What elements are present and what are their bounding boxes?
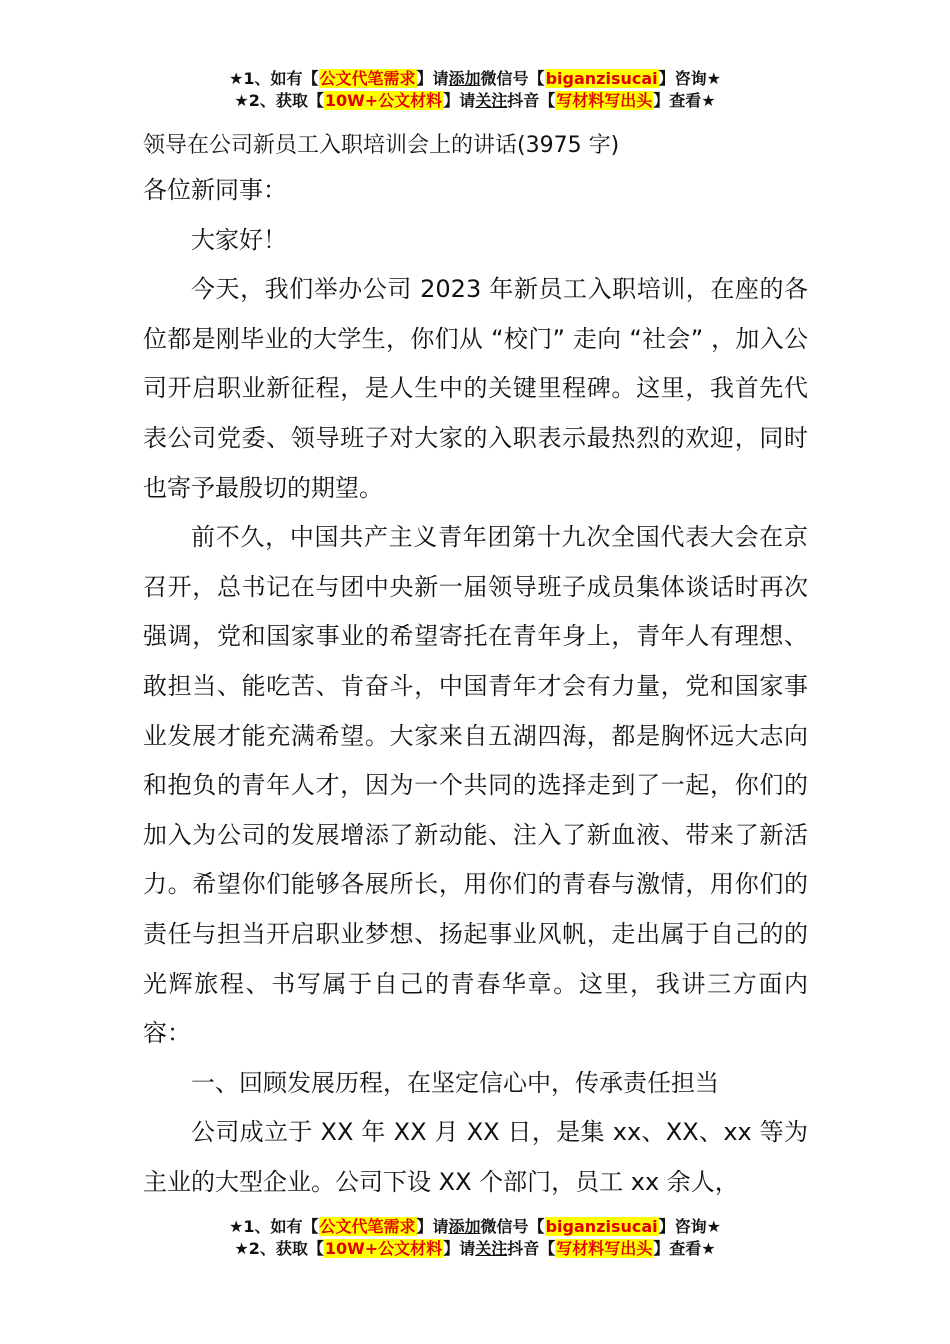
- greeting: 大家好！: [191, 225, 287, 254]
- bottom-promo-banner: [0, 1216, 950, 1260]
- salutation: 各位新同事：: [143, 176, 287, 204]
- paragraph-2: 前不久，中国共产主义青年团第十九次全国代表大会在京召开，总书记在与团中央新一届领导班子成员集体谈话时再次强调，党和国家事业的希望寄托在青年身上，青年人有理想、敢担当、能吃苦、肯奋斗，中国青年才会有力量，党和国家事业发展才能充满希望。大家来自五湖四海，都是胸怀远大志向和抱负的青年人才，因为一个共同的选择走到了一起，你们的加入为公司的发展增添了新动能、注入了新血液、带来了新活力。希望你们能够各展所长，用你们的青春与激情，用你们的责任与担当开启职业梦想、扬起事业风帆，走出属于自己的的光辉旅程、书写属于自己的青春华章。这里，我讲三方面内容：: [143, 523, 808, 1048]
- highlight-service: 公文代笔需求: [319, 1217, 416, 1236]
- star-icon: ★: [701, 1239, 716, 1258]
- banner-line-2: ★2、获取【10W+公文材料】请关注抖音【写材料写出头】查看★: [234, 1239, 716, 1258]
- top-promo-banner: [0, 68, 950, 112]
- section-heading-1: 一、回顾发展历程，在坚定信心中，传承责任担当: [191, 1068, 719, 1097]
- highlight-douyin-account: 写材料写出头: [556, 91, 653, 110]
- star-icon: ★: [234, 91, 249, 110]
- highlight-materials: 10W+公文材料: [324, 91, 443, 110]
- star-icon: ★: [706, 69, 721, 88]
- highlight-wechat-id: biganzisucai: [545, 1217, 658, 1236]
- document-body: [143, 128, 808, 1207]
- highlight-wechat-id: biganzisucai: [545, 69, 658, 88]
- highlight-douyin-account: 写材料写出头: [556, 1239, 653, 1258]
- section-paragraph-1: 公司成立于 XX 年 XX 月 XX 日，是集 xx、XX、xx 等为主业的大型企业。公司下设 XX 个部门，员工 xx 余人，: [143, 1118, 808, 1196]
- star-icon: ★: [706, 1217, 721, 1236]
- banner-line-2: ★2、获取【10W+公文材料】请关注抖音【写材料写出头】查看★: [234, 91, 716, 110]
- document-title: 领导在公司新员工入职培训会上的讲话(3975 字): [143, 133, 620, 158]
- banner-line-1: ★1、如有【公文代笔需求】请添加微信号【biganzisucai】咨询★: [229, 1217, 721, 1236]
- star-icon: ★: [701, 91, 716, 110]
- star-icon: ★: [234, 1239, 249, 1258]
- star-icon: ★: [229, 1217, 244, 1236]
- highlight-service: 公文代笔需求: [319, 69, 416, 88]
- banner-line-1: ★1、如有【公文代笔需求】请添加微信号【biganzisucai】咨询★: [229, 69, 721, 88]
- highlight-materials: 10W+公文材料: [324, 1239, 443, 1258]
- star-icon: ★: [229, 69, 244, 88]
- paragraph-1: 今天，我们举办公司 2023 年新员工入职培训，在座的各位都是刚毕业的大学生，你们从 “校门” 走向 “社会” ，加入公司开启职业新征程，是人生中的关键里程碑。这里，我首先代表公司党委、领导班子对大家的入职表示最热烈的欢迎，同时也寄予最殷切的期望。: [143, 275, 808, 502]
